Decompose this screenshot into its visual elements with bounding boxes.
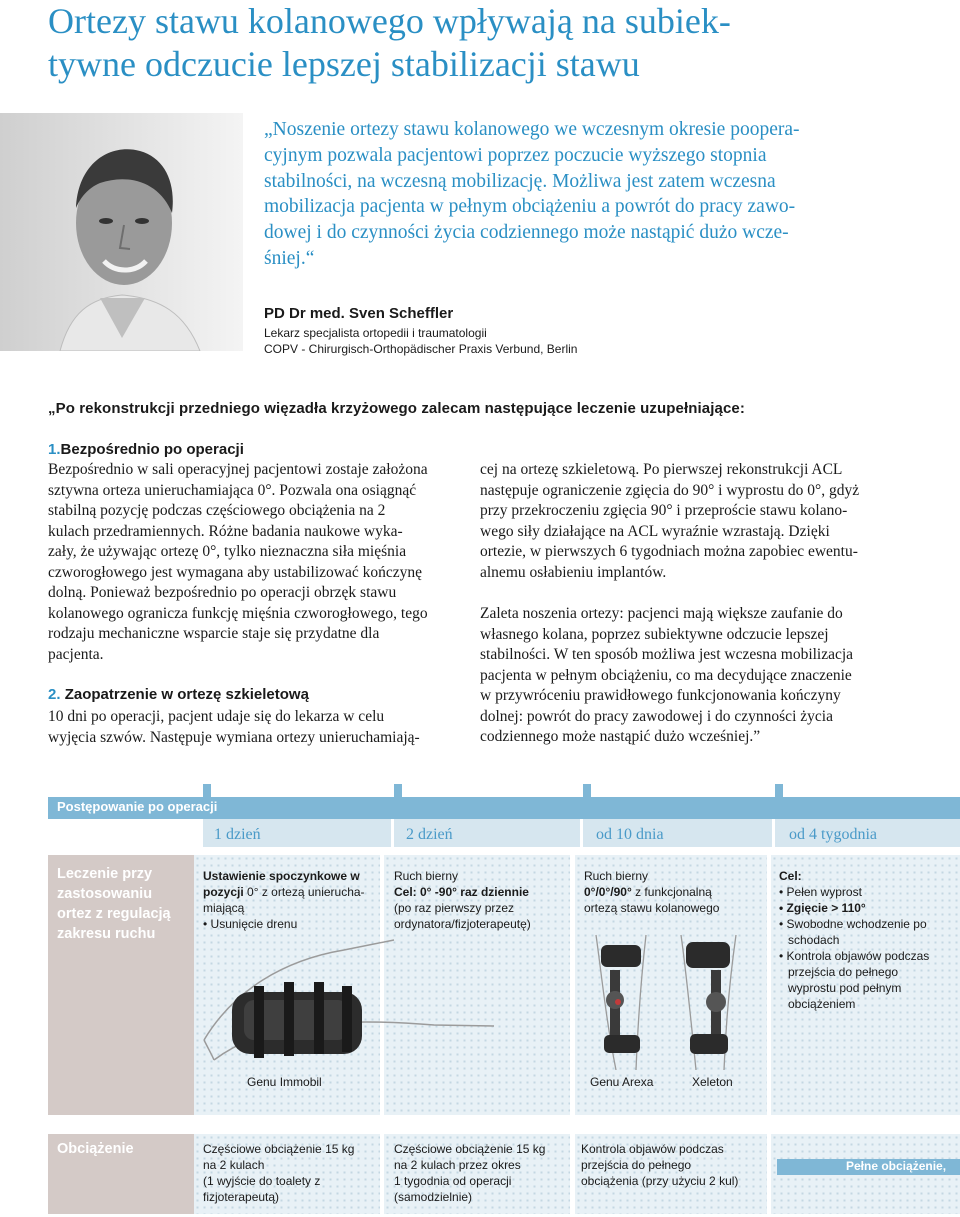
body-line: w przywróceniu prawidłowego funkcjonowania kończyny	[480, 687, 841, 704]
full-load-label: Pełne obciążenie,	[846, 1159, 947, 1173]
quote-line: stabilności, na wczesną mobilizację. Możliwa jest zatem wczesna	[264, 170, 776, 192]
day2-bold-2: Cel: 0° -90° raz dziennie	[394, 885, 529, 899]
body-line: własnego kolana, poprzez subiektywne odczucie lepszej	[480, 625, 829, 643]
day1-text-2: 0° z ortezą unierucha-	[243, 885, 365, 899]
load-line: (samodzielnie)	[394, 1190, 473, 1204]
day-label-3: od 10 dnia	[596, 826, 664, 843]
body-line: 10 dni po operacji, pacjent udaje się do lekarza w celu	[48, 708, 385, 725]
body-line: sztywna orteza unieruchamiająca 0°. Pozwala ona osiągnąć	[48, 481, 417, 499]
load-line: na 2 kulach przez okres	[394, 1158, 521, 1172]
day1-bold-2: pozycji	[203, 885, 244, 899]
body-line: następuje ograniczenie zgięcia do 90° i wyprostu do 0°, gdyż	[480, 481, 860, 499]
product-caption-xeleton: Xeleton	[692, 1075, 733, 1089]
day2-text-1: Ruch bierny	[394, 869, 459, 883]
body-line: pacjenta.	[48, 645, 104, 663]
title-line-2: tywne odczucie lepszej stabilizacji stawu	[48, 44, 640, 84]
body-line: wyjęcia szwów. Następuje wymiana ortezy unieruchamiają-	[48, 728, 420, 746]
section-2-title: Zaopatrzenie w ortezę szkieletową	[64, 686, 309, 703]
product-caption-genu-arexa: Genu Arexa	[590, 1075, 654, 1089]
load-line: 1 tygodnia od operacji	[394, 1174, 512, 1188]
week4-item: • Zgięcie > 110°	[779, 901, 866, 915]
load-line: (1 wyjście do toalety z	[203, 1174, 321, 1188]
section-1-body	[48, 460, 468, 665]
load-day10	[581, 1141, 738, 1189]
day2-text-4: ordynatora/fizjoterapeutę)	[394, 917, 531, 931]
right-column-paragraph-1	[480, 460, 920, 583]
section-1-title: Bezpośrednio po operacji	[60, 441, 244, 458]
body-line: Bezpośrednio w sali operacyjnej pacjentowi zostaje założona	[48, 461, 428, 478]
week4-heading: Cel:	[779, 869, 802, 883]
body-line: stabilną pozycję podczas częściowego obciążenia na 2	[48, 502, 386, 519]
section-1-number: 1.	[48, 441, 61, 458]
load-day1	[203, 1141, 354, 1205]
right-column-paragraph-2	[480, 604, 920, 748]
day1-instructions	[203, 868, 365, 932]
body-line: stabilności. W ten sposób możliwa jest wczesna mobilizacja	[480, 646, 854, 663]
body-line: Zaleta noszenia ortezy: pacjenci mają większe zaufanie do	[480, 605, 843, 622]
week4-item: • Pełen wyprost	[779, 885, 862, 899]
section-2-heading	[48, 686, 309, 703]
author-portrait	[0, 113, 243, 351]
day-label-4: od 4 tygodnia	[789, 826, 877, 843]
load-line: obciążenia (przy użyciu 2 kul)	[581, 1174, 739, 1188]
day-label-2: 2 dzień	[406, 826, 453, 843]
body-line: czworogłowego jest wymagana aby ustabilizować kończynę	[48, 563, 423, 581]
row-label-load: Obciążenie	[57, 1141, 134, 1157]
load-line: na 2 kulach	[203, 1158, 265, 1172]
body-line: pacjenta w pełnym obciążeniu, co ma decydujące znaczenie	[480, 666, 852, 684]
procedure-header-label: Postępowanie po operacji	[57, 799, 218, 814]
row-label-ortheses: Leczenie przy zastosowaniu ortez z regulacją zakresu ruchu	[57, 866, 171, 942]
body-line: rodzaju mechaniczne wsparcie staje się przydatne dla	[48, 625, 380, 642]
load-line: fizjoterapeutą)	[203, 1190, 280, 1204]
load-day2	[394, 1141, 545, 1205]
section-1-heading	[48, 441, 244, 458]
day-label-1: 1 dzień	[214, 826, 261, 843]
week4-item: schodach	[788, 933, 840, 947]
product-caption-genu-immobil: Genu Immobil	[247, 1075, 322, 1089]
day10-instructions	[584, 868, 719, 916]
week4-item: obciążeniem	[788, 997, 856, 1011]
body-line: wego siły działające na ACL wyraźnie wzrastają. Dzięki	[480, 522, 830, 540]
week4-item: • Swobodne wchodzenie po	[779, 917, 927, 931]
quote-line: cyjnym pozwala pacjentowi poprzez poczucie wyższego stopnia	[264, 144, 767, 166]
week4-item: wyprostu pod pełnym	[788, 981, 902, 995]
day10-text-3: ortezą stawu kolanowego	[584, 901, 720, 915]
load-line: Kontrola objawów podczas	[581, 1142, 724, 1156]
quote-line: „Noszenie ortezy stawu kolanowego we wczesnym okresie poopera-	[264, 119, 800, 140]
load-line: przejścia do pełnego	[581, 1158, 692, 1172]
week4-item: • Kontrola objawów podczas	[779, 949, 930, 963]
day2-instructions	[394, 868, 531, 932]
day10-bold-2: 0°/0°/90°	[584, 885, 632, 899]
load-line: Częściowe obciążenie 15 kg	[203, 1142, 355, 1156]
title-line-1: Ortezy stawu kolanowego wpływają na subiek-	[48, 1, 731, 41]
body-line: alnemu osłabieniu implantów.	[480, 563, 667, 581]
day1-text-4: • Usunięcie drenu	[203, 917, 298, 931]
body-line: zały, że używając ortezę 0°, tylko nieznaczna siła mięśnia	[48, 543, 407, 560]
author-title: Lekarz specjalista ortopedii i traumatologii	[264, 326, 487, 340]
body-line: ortezie, w pierwszych 6 tygodniach można zapobiec ewentu-	[480, 543, 858, 560]
day2-text-3: (po raz pierwszy przez	[394, 901, 515, 915]
section-2-number: 2.	[48, 686, 61, 703]
body-line: przy przekroczeniu zgięcia 90° i przeproście stawu kolano-	[480, 502, 848, 519]
day10-text-2: z funkcjonalną	[631, 885, 712, 899]
quote-block	[264, 117, 944, 272]
author-name: PD Dr med. Sven Scheffler	[264, 305, 454, 322]
body-line: dolną. Ponieważ bezpośrednio po operacji obrzęk stawu	[48, 584, 397, 601]
body-line: kolanowego ogranicza funkcję mięśnia czworogłowego, tego	[48, 604, 428, 622]
body-line: dolnej: powrót do pracy zawodowej i do czynności życia	[480, 707, 833, 725]
section-2-body	[48, 707, 468, 748]
author-institution: COPV - Chirurgisch-Orthopädischer Praxis Verbund, Berlin	[264, 342, 578, 356]
day1-bold-1: Ustawienie spoczynkowe w	[203, 869, 360, 883]
quote-line: dowej i do czynności życia codziennego może nastąpić dużo wcze-	[264, 222, 789, 244]
day10-text-1: Ruch bierny	[584, 869, 649, 883]
body-line: codziennego może nastąpić dużo wcześniej.”	[480, 728, 761, 745]
quote-line: mobilizacja pacjenta w pełnym obciążeniu a powrót do pracy zawo-	[264, 196, 796, 218]
day1-text-3: miającą	[203, 901, 245, 915]
body-line: kulach przedramiennych. Różne badania naukowe wyka-	[48, 522, 403, 540]
body-line: cej na ortezę szkieletową. Po pierwszej rekonstrukcji ACL	[480, 461, 843, 478]
load-line: Częściowe obciążenie 15 kg	[394, 1142, 546, 1156]
recommendation-heading: „Po rekonstrukcji przedniego więzadła krzyżowego zalecam następujące leczenie uzupełniające:	[48, 400, 745, 417]
week4-item: przejścia do pełnego	[788, 965, 899, 979]
genu-immobil-image	[194, 930, 574, 1070]
quote-line: śniej.“	[264, 247, 315, 269]
page-title	[48, 0, 928, 86]
knee-orthoses-image	[576, 930, 756, 1070]
week4-goals	[779, 868, 929, 1012]
